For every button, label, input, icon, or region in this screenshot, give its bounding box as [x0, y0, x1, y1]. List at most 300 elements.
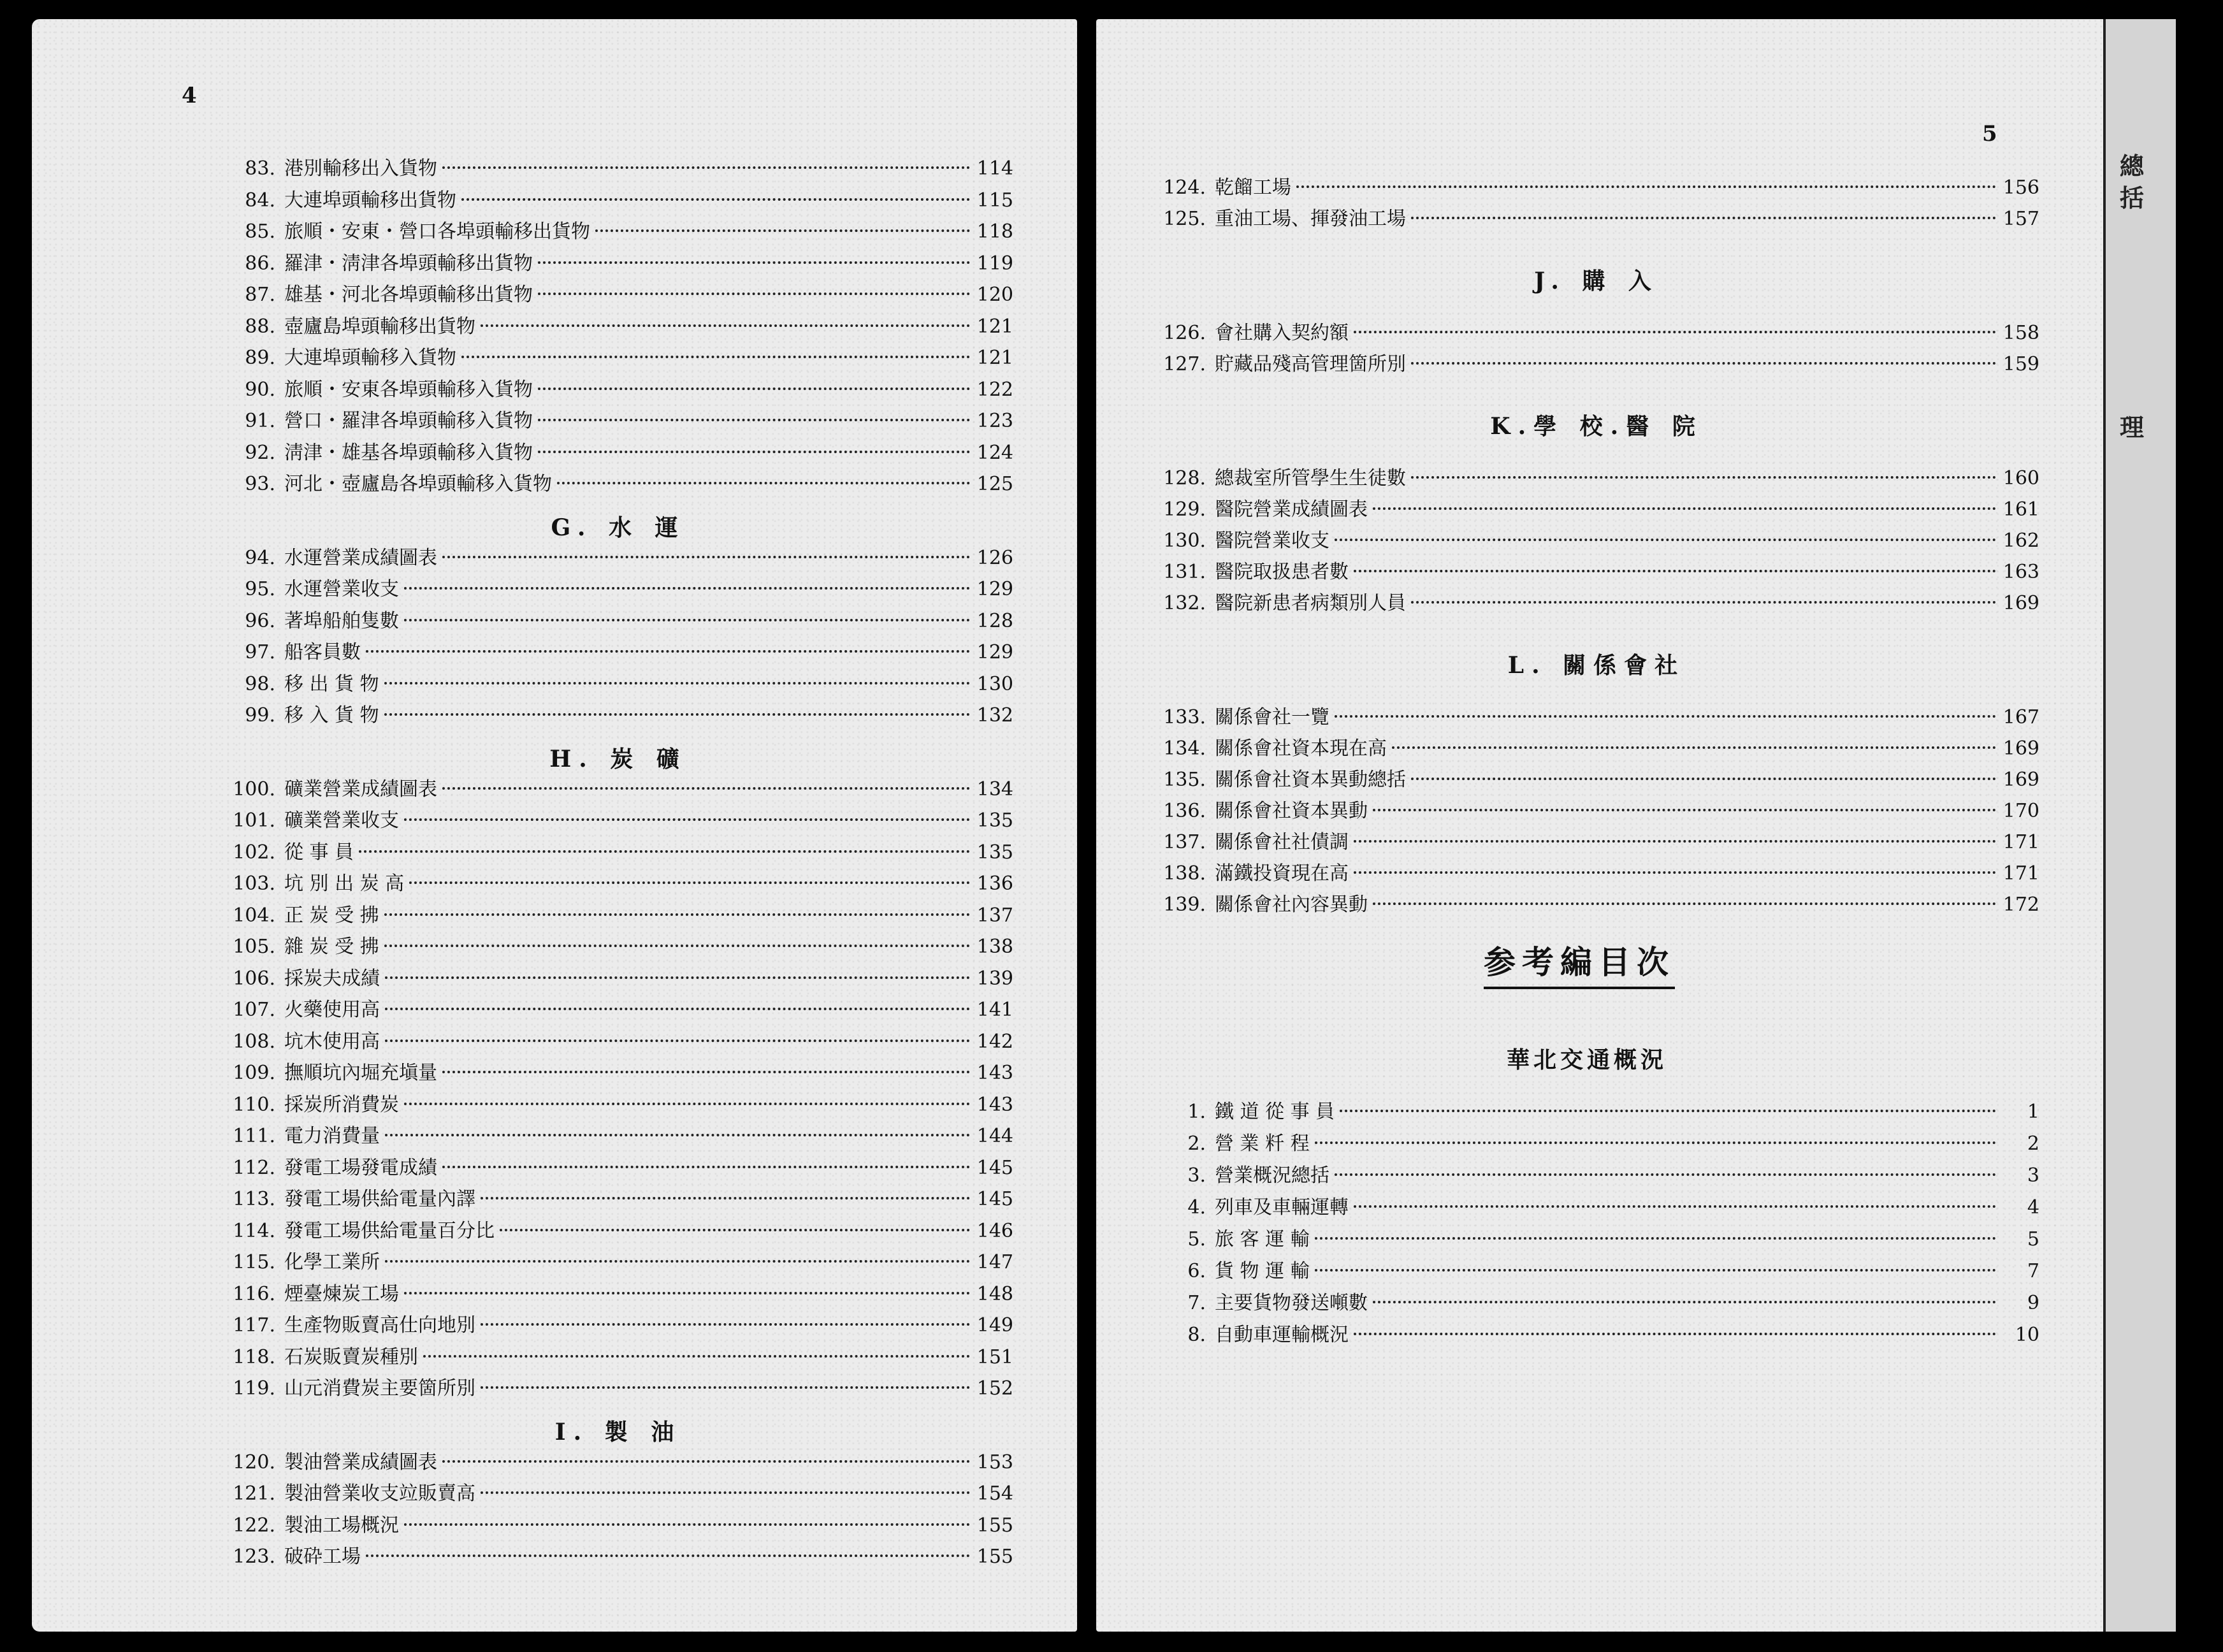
side-tab-label: 總: [2120, 152, 2145, 180]
entry-page: 146: [976, 1219, 1013, 1242]
entry-title: 總裁室所管學生生徒數: [1215, 467, 1406, 489]
entry-number: 100.: [233, 778, 275, 801]
entry-page: 147: [976, 1251, 1013, 1273]
entry-page: 2: [2027, 1133, 2039, 1155]
entry-number: 98.: [245, 672, 275, 695]
toc-entry: [1154, 830, 2039, 855]
entry-page: 158: [2002, 322, 2039, 344]
entry-page: 148: [976, 1282, 1013, 1305]
toc-entry: [223, 1450, 1013, 1475]
toc-entry: [223, 609, 1013, 634]
side-tab-label: 理: [2120, 413, 2145, 442]
entry-page: 153: [976, 1451, 1013, 1474]
entry-number: 123.: [233, 1546, 275, 1568]
entry-number: 121.: [233, 1482, 275, 1505]
entry-page: 135: [976, 841, 1013, 864]
entry-title: 發電工場發電成績: [284, 1156, 437, 1179]
entry-title: 石炭販賣炭種別: [284, 1345, 418, 1368]
toc-entry: [1154, 352, 2039, 377]
dot-leader: [1354, 840, 1996, 843]
dot-leader: [442, 166, 970, 169]
entry-number: 2.: [1187, 1133, 1206, 1155]
left-page: [32, 19, 1077, 1632]
entry-title: 關係會社一覽: [1215, 706, 1329, 728]
section-heading: K.學 校.醫 院: [1490, 413, 1703, 440]
entry-number: 116.: [233, 1282, 275, 1305]
entry-number: 110.: [233, 1093, 275, 1116]
dot-leader: [1315, 1269, 1996, 1272]
entry-number: 8.: [1187, 1324, 1206, 1346]
entry-number: 137.: [1163, 831, 1206, 853]
toc-entry: [223, 1219, 1013, 1244]
dot-leader: [385, 1134, 970, 1136]
page-number-left: 4: [182, 83, 197, 108]
section-heading: I. 製 油: [554, 1418, 682, 1446]
dot-leader: [1373, 1301, 1996, 1303]
toc-entry: [223, 1061, 1013, 1086]
entry-number: 88.: [245, 315, 275, 338]
entry-title: 坑木使用高: [284, 1030, 380, 1053]
entry-number: 102.: [233, 841, 275, 864]
toc-entry: [223, 934, 1013, 960]
entry-title: 採炭所消費炭: [284, 1093, 399, 1116]
entry-title: 生產物販賣高仕向地別: [284, 1314, 475, 1337]
entry-page: 169: [2002, 592, 2039, 614]
entry-title: 雜 炭 受 拂: [284, 936, 379, 958]
toc-entry: [223, 840, 1013, 866]
dot-leader: [1411, 362, 1996, 365]
toc-entry: [223, 472, 1013, 497]
dot-leader: [1354, 1333, 1996, 1335]
toc-entry: [1154, 736, 2039, 762]
entry-title: 製油營業成績圖表: [284, 1451, 437, 1474]
entry-page: 130: [976, 672, 1013, 695]
entry-title: 自動車運輸概況: [1215, 1324, 1349, 1346]
entry-page: 118: [976, 221, 1013, 243]
entry-page: 155: [976, 1546, 1013, 1568]
entry-title: 關係會社資本異動總括: [1215, 769, 1406, 791]
entry-page: 119: [976, 252, 1013, 275]
entry-number: 87.: [245, 284, 275, 306]
entry-title: 港別輸移出入貨物: [284, 157, 437, 180]
entry-number: 109.: [233, 1062, 275, 1084]
entry-number: 135.: [1163, 769, 1206, 791]
entry-title: 製油工場概況: [284, 1514, 399, 1537]
dot-leader: [481, 1386, 970, 1389]
toc-entry: [223, 871, 1013, 897]
entry-page: 126: [976, 546, 1013, 569]
entry-page: 123: [976, 410, 1013, 432]
section-heading: H. 炭 礦: [549, 745, 687, 772]
entry-number: 122.: [233, 1514, 275, 1537]
toc-entry: [223, 314, 1013, 340]
dot-leader: [538, 261, 970, 264]
entry-number: 127.: [1163, 353, 1206, 375]
toc-entry: [1154, 497, 2039, 523]
entry-title: 大連埠頭輸移出貨物: [284, 189, 456, 212]
entry-number: 118.: [233, 1345, 275, 1368]
entry-title: 重油工場、揮發油工場: [1215, 208, 1406, 230]
entry-title: 從 事 員: [284, 841, 354, 864]
entry-page: 142: [976, 1030, 1013, 1053]
dot-leader: [442, 1166, 970, 1168]
entry-title: 壺廬島埠頭輸移出貨物: [284, 315, 475, 338]
entry-title: 河北・壺廬島各埠頭輸移入貨物: [284, 473, 552, 495]
dot-leader: [1354, 331, 1996, 333]
dot-leader: [384, 713, 970, 716]
entry-number: 95.: [245, 578, 275, 600]
toc-entry: [223, 440, 1013, 466]
entry-page: 132: [976, 704, 1013, 727]
toc-entry: [1154, 207, 2039, 232]
toc-entry: [223, 1376, 1013, 1402]
entry-title: 正 炭 受 拂: [284, 904, 379, 927]
entry-title: 破砕工場: [284, 1546, 361, 1568]
entry-number: 107.: [233, 999, 275, 1021]
entry-title: 製油營業收支竝販賣高: [284, 1482, 475, 1505]
section-heading: J. 購 入: [1534, 268, 1659, 294]
entry-title: 採炭夫成績: [284, 967, 380, 990]
dot-leader: [1411, 217, 1996, 219]
entry-page: 121: [976, 315, 1013, 338]
entry-title: 電力消費量: [284, 1125, 380, 1147]
entry-title: 旅 客 運 輸: [1215, 1228, 1310, 1250]
entry-title: 會社購入契約額: [1215, 322, 1349, 344]
entry-page: 141: [976, 999, 1013, 1021]
entry-page: 137: [976, 904, 1013, 927]
dot-leader: [1411, 476, 1996, 479]
entry-number: 111.: [233, 1125, 275, 1147]
entry-number: 131.: [1163, 561, 1206, 583]
dot-leader: [538, 451, 970, 453]
entry-page: 115: [976, 189, 1013, 212]
entry-page: 162: [2002, 530, 2039, 552]
toc-entry: [1154, 321, 2039, 346]
entry-page: 161: [2002, 498, 2039, 521]
entry-title: 旅順・安東・營口各埠頭輸移出貨物: [284, 221, 590, 243]
entry-title: 船客員數: [284, 641, 361, 663]
entry-number: 7.: [1187, 1292, 1206, 1314]
dot-leader: [404, 1523, 970, 1526]
dot-leader: [1296, 185, 1996, 188]
entry-page: 121: [976, 347, 1013, 369]
entry-number: 90.: [245, 378, 275, 401]
entry-number: 94.: [245, 546, 275, 569]
entry-number: 1.: [1187, 1101, 1206, 1123]
entry-number: 134.: [1163, 737, 1206, 760]
entry-page: 160: [2002, 467, 2039, 489]
toc-entry: [223, 1481, 1013, 1507]
dot-leader: [366, 650, 970, 653]
entry-number: 124.: [1163, 177, 1206, 199]
toc-entry: [1154, 1099, 2039, 1125]
dot-leader: [1335, 715, 1996, 718]
entry-number: 105.: [233, 936, 275, 958]
entry-title: 化學工業所: [284, 1251, 380, 1273]
entry-number: 113.: [233, 1188, 275, 1210]
toc-entry: [1154, 1259, 2039, 1284]
toc-entry: [1154, 767, 2039, 793]
entry-page: 125: [976, 473, 1013, 495]
entry-title: 坑 別 出 炭 高: [284, 873, 405, 895]
entry-title: 乾餾工場: [1215, 177, 1291, 199]
entry-title: 水運營業成績圖表: [284, 546, 437, 569]
dot-leader: [1373, 507, 1996, 510]
dot-leader: [404, 1103, 970, 1105]
entry-page: 155: [976, 1514, 1013, 1537]
entry-page: 1: [2027, 1101, 2039, 1123]
dot-leader: [500, 1229, 970, 1231]
entry-number: 114.: [233, 1219, 275, 1242]
entry-title: 水運營業收支: [284, 578, 399, 600]
toc-entry: [223, 1187, 1013, 1212]
entry-title: 羅津・淸津各埠頭輸移出貨物: [284, 252, 533, 275]
dot-leader: [409, 881, 970, 884]
dot-leader: [442, 1071, 970, 1073]
dot-leader: [481, 324, 970, 327]
entry-title: 火藥使用高: [284, 999, 380, 1021]
toc-entry: [223, 409, 1013, 434]
toc-entry: [223, 188, 1013, 214]
side-tab-label: 括: [2120, 184, 2145, 212]
toc-entry: [223, 546, 1013, 571]
dot-leader: [1411, 778, 1996, 780]
dot-leader: [385, 1008, 970, 1010]
entry-title: 發電工場供給電量百分比: [284, 1219, 495, 1242]
dot-leader: [538, 419, 970, 421]
entry-number: 6.: [1187, 1260, 1206, 1282]
dot-leader: [385, 1040, 970, 1042]
entry-number: 89.: [245, 347, 275, 369]
dot-leader: [359, 850, 970, 853]
toc-entry: [223, 1313, 1013, 1338]
entry-title: 山元消費炭主要箇所別: [284, 1377, 475, 1400]
entry-title: 礦業營業收支: [284, 809, 399, 832]
entry-page: 143: [976, 1062, 1013, 1084]
entry-title: 營業概況總括: [1215, 1164, 1329, 1187]
entry-page: 9: [2027, 1292, 2039, 1314]
entry-page: 144: [976, 1125, 1013, 1147]
entry-number: 92.: [245, 441, 275, 464]
entry-title: 著埠船舶隻數: [284, 609, 399, 632]
entry-page: 138: [976, 936, 1013, 958]
entry-number: 101.: [233, 809, 275, 832]
dot-leader: [423, 1355, 970, 1358]
page-number-right: 5: [1982, 121, 1997, 147]
entry-title: 發電工場供給電量內譯: [284, 1188, 475, 1210]
entry-number: 84.: [245, 189, 275, 212]
entry-page: 154: [976, 1482, 1013, 1505]
toc-entry: [223, 997, 1013, 1023]
toc-entry: [223, 1156, 1013, 1181]
dot-leader: [1373, 809, 1996, 811]
toc-entry: [223, 156, 1013, 182]
entry-title: 旅順・安東各埠頭輸移入貨物: [284, 378, 533, 401]
toc-entry: [1154, 861, 2039, 887]
toc-entry: [223, 282, 1013, 308]
dot-leader: [481, 1323, 970, 1326]
dot-leader: [1315, 1237, 1996, 1240]
entry-number: 91.: [245, 410, 275, 432]
entry-page: 139: [976, 967, 1013, 990]
entry-title: 營口・羅津各埠頭輸移入貨物: [284, 410, 533, 432]
dot-leader: [384, 945, 970, 947]
dot-leader: [538, 293, 970, 295]
entry-number: 132.: [1163, 592, 1206, 614]
entry-title: 醫院營業收支: [1215, 530, 1329, 552]
dot-leader: [1354, 1205, 1996, 1208]
entry-number: 5.: [1187, 1228, 1206, 1250]
entry-number: 139.: [1163, 894, 1206, 916]
entry-page: 149: [976, 1314, 1013, 1337]
entry-title: 主要貨物發送噸數: [1215, 1292, 1368, 1314]
entry-number: 106.: [233, 967, 275, 990]
entry-number: 4.: [1187, 1196, 1206, 1219]
dot-leader: [442, 556, 970, 558]
toc-entry: [223, 577, 1013, 602]
entry-number: 112.: [233, 1156, 275, 1179]
dot-leader: [366, 1554, 970, 1557]
toc-entry: [223, 777, 1013, 802]
entry-number: 85.: [245, 221, 275, 243]
toc-entry: [223, 251, 1013, 277]
entry-page: 114: [976, 157, 1013, 180]
entry-page: 172: [2002, 894, 2039, 916]
reference-subheading: 華北交通概況: [1506, 1047, 1667, 1073]
entry-number: 97.: [245, 641, 275, 663]
entry-page: 171: [2002, 831, 2039, 853]
toc-entry: [1154, 560, 2039, 585]
entry-number: 108.: [233, 1030, 275, 1053]
entry-title: 營 業 粁 程: [1215, 1133, 1310, 1155]
entry-number: 99.: [245, 704, 275, 727]
dot-leader: [384, 913, 970, 916]
entry-page: 156: [2002, 177, 2039, 199]
entry-title: 關係會社資本異動: [1215, 800, 1368, 822]
entry-page: 157: [2002, 208, 2039, 230]
entry-page: 3: [2027, 1164, 2039, 1187]
entry-page: 170: [2002, 800, 2039, 822]
entry-title: 淸津・雄基各埠頭輸移入貨物: [284, 441, 533, 464]
entry-page: 134: [976, 778, 1013, 801]
dot-leader: [1354, 871, 1996, 874]
entry-page: 122: [976, 378, 1013, 401]
entry-title: 大連埠頭輸移入貨物: [284, 347, 456, 369]
toc-entry: [1154, 1195, 2039, 1221]
reference-heading: 参考編目次: [1484, 937, 1675, 989]
entry-title: 關係會社資本現在高: [1215, 737, 1387, 760]
entry-page: 151: [976, 1345, 1013, 1368]
dot-leader: [385, 1260, 970, 1263]
toc-entry: [223, 808, 1013, 834]
entry-number: 120.: [233, 1451, 275, 1474]
entry-title: 移 出 貨 物: [284, 672, 379, 695]
entry-title: 貨 物 運 輸: [1215, 1260, 1310, 1282]
toc-entry: [223, 219, 1013, 245]
entry-number: 128.: [1163, 467, 1206, 489]
entry-title: 鐵 道 從 事 員: [1215, 1101, 1335, 1123]
toc-entry: [1154, 175, 2039, 201]
toc-entry: [223, 1282, 1013, 1307]
toc-entry: [223, 1345, 1013, 1370]
dot-leader: [385, 976, 970, 979]
dot-leader: [1340, 1110, 1996, 1112]
entry-page: 169: [2002, 737, 2039, 760]
dot-leader: [404, 818, 970, 821]
entry-title: 關係會社內容異動: [1215, 894, 1368, 916]
entry-page: 171: [2002, 862, 2039, 885]
entry-title: 滿鐵投資現在高: [1215, 862, 1349, 885]
entry-title: 撫順坑內堀充塡量: [284, 1062, 437, 1084]
side-tab-strip: [2103, 19, 2176, 1632]
toc-entry: [1154, 528, 2039, 554]
entry-number: 133.: [1163, 706, 1206, 728]
entry-title: 醫院取扱患者數: [1215, 561, 1349, 583]
dot-leader: [1373, 902, 1996, 905]
entry-number: 86.: [245, 252, 275, 275]
dot-leader: [1354, 570, 1996, 572]
dot-leader: [1392, 746, 1996, 749]
dot-leader: [1411, 601, 1996, 604]
toc-entry: [223, 1124, 1013, 1149]
dot-leader: [1335, 539, 1996, 541]
entry-page: 5: [2027, 1228, 2039, 1250]
entry-number: 83.: [245, 157, 275, 180]
dot-leader: [404, 587, 970, 590]
entry-number: 119.: [233, 1377, 275, 1400]
entry-number: 136.: [1163, 800, 1206, 822]
toc-entry: [1154, 799, 2039, 824]
entry-title: 煙臺煉炭工場: [284, 1282, 399, 1305]
toc-entry: [1154, 1131, 2039, 1157]
dot-leader: [538, 388, 970, 390]
toc-entry: [1154, 892, 2039, 918]
toc-entry: [223, 1513, 1013, 1539]
entry-page: 163: [2002, 561, 2039, 583]
entry-page: 120: [976, 284, 1013, 306]
entry-page: 7: [2027, 1260, 2039, 1282]
entry-number: 125.: [1163, 208, 1206, 230]
entry-number: 129.: [1163, 498, 1206, 521]
section-heading: L. 關係會社: [1507, 652, 1686, 679]
entry-number: 104.: [233, 904, 275, 927]
dot-leader: [442, 1460, 970, 1463]
entry-page: 159: [2002, 353, 2039, 375]
dot-leader: [595, 229, 970, 232]
section-heading: G. 水 運: [551, 514, 686, 541]
entry-page: 129: [976, 578, 1013, 600]
dot-leader: [481, 1491, 970, 1494]
entry-number: 96.: [245, 609, 275, 632]
entry-number: 93.: [245, 473, 275, 495]
entry-number: 130.: [1163, 530, 1206, 552]
entry-title: 關係會社社債調: [1215, 831, 1349, 853]
dot-leader: [481, 1197, 970, 1199]
toc-entry: [223, 1029, 1013, 1055]
entry-page: 135: [976, 809, 1013, 832]
toc-entry: [223, 377, 1013, 403]
entry-number: 138.: [1163, 862, 1206, 885]
toc-entry: [223, 903, 1013, 929]
toc-entry: [223, 1250, 1013, 1275]
entry-page: 136: [976, 873, 1013, 895]
entry-page: 143: [976, 1093, 1013, 1116]
entry-number: 126.: [1163, 322, 1206, 344]
entry-page: 169: [2002, 769, 2039, 791]
toc-entry: [1154, 1291, 2039, 1316]
entry-title: 礦業營業成績圖表: [284, 778, 437, 801]
entry-title: 列車及車輛運轉: [1215, 1196, 1349, 1219]
